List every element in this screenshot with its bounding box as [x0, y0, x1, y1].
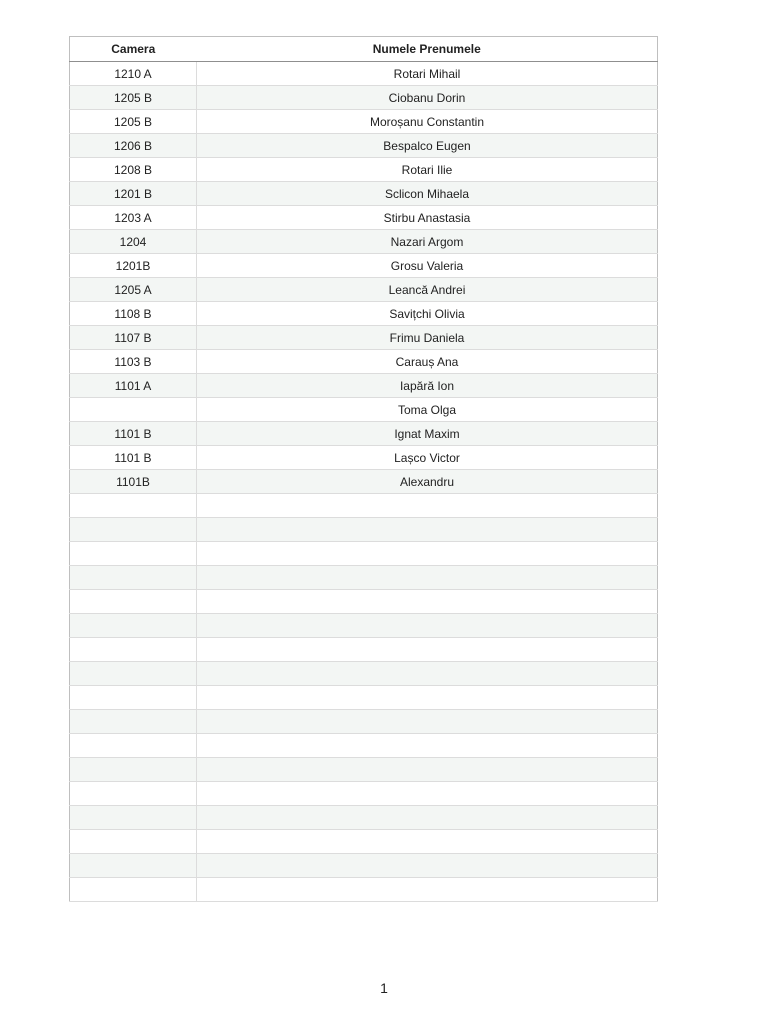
table-row: [70, 182, 658, 206]
table-row: [70, 158, 658, 182]
name-cell: Carauș Ana: [197, 350, 658, 374]
table-row: [70, 734, 658, 758]
table-row: [70, 110, 658, 134]
camera-cell: 1206 B: [70, 134, 197, 158]
name-cell: Iapără Ion: [197, 374, 658, 398]
table-row: [70, 86, 658, 110]
camera-cell: [70, 710, 197, 734]
camera-cell: [70, 566, 197, 590]
camera-cell: [70, 758, 197, 782]
table-row: [70, 830, 658, 854]
camera-cell: [70, 782, 197, 806]
name-cell: Leancă Andrei: [197, 278, 658, 302]
name-cell: [197, 566, 658, 590]
name-cell: [197, 542, 658, 566]
name-cell: [197, 830, 658, 854]
name-cell: Ciobanu Dorin: [197, 86, 658, 110]
camera-cell: [70, 686, 197, 710]
table-row: [70, 206, 658, 230]
name-cell: [197, 662, 658, 686]
table-row: [70, 662, 658, 686]
name-cell: Toma Olga: [197, 398, 658, 422]
table-row: [70, 446, 658, 470]
table-row: [70, 590, 658, 614]
table-row: [70, 230, 658, 254]
name-cell: Stirbu Anastasia: [197, 206, 658, 230]
table-row: [70, 638, 658, 662]
name-cell: Bespalco Eugen: [197, 134, 658, 158]
camera-cell: [70, 542, 197, 566]
camera-cell: 1101 B: [70, 446, 197, 470]
camera-cell: [70, 614, 197, 638]
name-cell: Sclicon Mihaela: [197, 182, 658, 206]
camera-cell: [70, 734, 197, 758]
camera-cell: 1107 B: [70, 326, 197, 350]
name-cell: [197, 782, 658, 806]
camera-cell: 1204: [70, 230, 197, 254]
camera-cell: [70, 662, 197, 686]
name-cell: Nazari Argom: [197, 230, 658, 254]
table-row: [70, 62, 658, 86]
name-cell: Rotari Mihail: [197, 62, 658, 86]
name-cell: [197, 878, 658, 902]
name-cell: [197, 710, 658, 734]
name-cell: Frimu Daniela: [197, 326, 658, 350]
camera-cell: [70, 590, 197, 614]
camera-cell: 1210 A: [70, 62, 197, 86]
table-row: [70, 422, 658, 446]
table-row: [70, 878, 658, 902]
table-row: [70, 302, 658, 326]
table-row: [70, 326, 658, 350]
camera-cell: 1101 A: [70, 374, 197, 398]
name-cell: [197, 686, 658, 710]
name-cell: [197, 638, 658, 662]
camera-cell: 1201B: [70, 254, 197, 278]
camera-cell: 1108 B: [70, 302, 197, 326]
camera-cell: [70, 638, 197, 662]
camera-cell: [70, 878, 197, 902]
camera-cell: 1101 B: [70, 422, 197, 446]
header-camera: Camera: [70, 37, 197, 62]
camera-cell: 1205 A: [70, 278, 197, 302]
table-row: [70, 278, 658, 302]
name-cell: [197, 590, 658, 614]
camera-cell: 1201 B: [70, 182, 197, 206]
camera-cell: [70, 830, 197, 854]
name-cell: [197, 494, 658, 518]
table-row: [70, 806, 658, 830]
header-name: Numele Prenumele: [197, 37, 658, 62]
camera-cell: 1208 B: [70, 158, 197, 182]
table-row: [70, 350, 658, 374]
table-row: [70, 494, 658, 518]
name-cell: Grosu Valeria: [197, 254, 658, 278]
table-row: [70, 782, 658, 806]
table-body: [70, 62, 658, 902]
name-cell: Alexandru: [197, 470, 658, 494]
name-cell: [197, 518, 658, 542]
table-row: [70, 566, 658, 590]
table-row: [70, 518, 658, 542]
name-cell: Moroșanu Constantin: [197, 110, 658, 134]
camera-cell: [70, 854, 197, 878]
name-cell: [197, 758, 658, 782]
camera-cell: [70, 806, 197, 830]
table-header-row: [70, 37, 658, 62]
name-cell: [197, 806, 658, 830]
name-cell: [197, 614, 658, 638]
camera-cell: 1205 B: [70, 110, 197, 134]
camera-cell: 1101B: [70, 470, 197, 494]
table-row: [70, 686, 658, 710]
camera-cell: 1203 A: [70, 206, 197, 230]
camera-cell: [70, 398, 197, 422]
camera-cell: [70, 518, 197, 542]
name-cell: [197, 734, 658, 758]
table-row: [70, 254, 658, 278]
table-row: [70, 542, 658, 566]
table-row: [70, 614, 658, 638]
name-cell: Lașco Victor: [197, 446, 658, 470]
name-cell: Ignat Maxim: [197, 422, 658, 446]
page-number: 1: [380, 980, 388, 996]
name-cell: [197, 854, 658, 878]
table-row: [70, 398, 658, 422]
room-assignment-table: [69, 36, 658, 902]
name-cell: Rotari Ilie: [197, 158, 658, 182]
table-row: [70, 854, 658, 878]
table-row: [70, 134, 658, 158]
camera-cell: 1103 B: [70, 350, 197, 374]
table-row: [70, 758, 658, 782]
camera-cell: [70, 494, 197, 518]
camera-cell: 1205 B: [70, 86, 197, 110]
table-row: [70, 374, 658, 398]
table-row: [70, 710, 658, 734]
name-cell: Savițchi Olivia: [197, 302, 658, 326]
table-row: [70, 470, 658, 494]
